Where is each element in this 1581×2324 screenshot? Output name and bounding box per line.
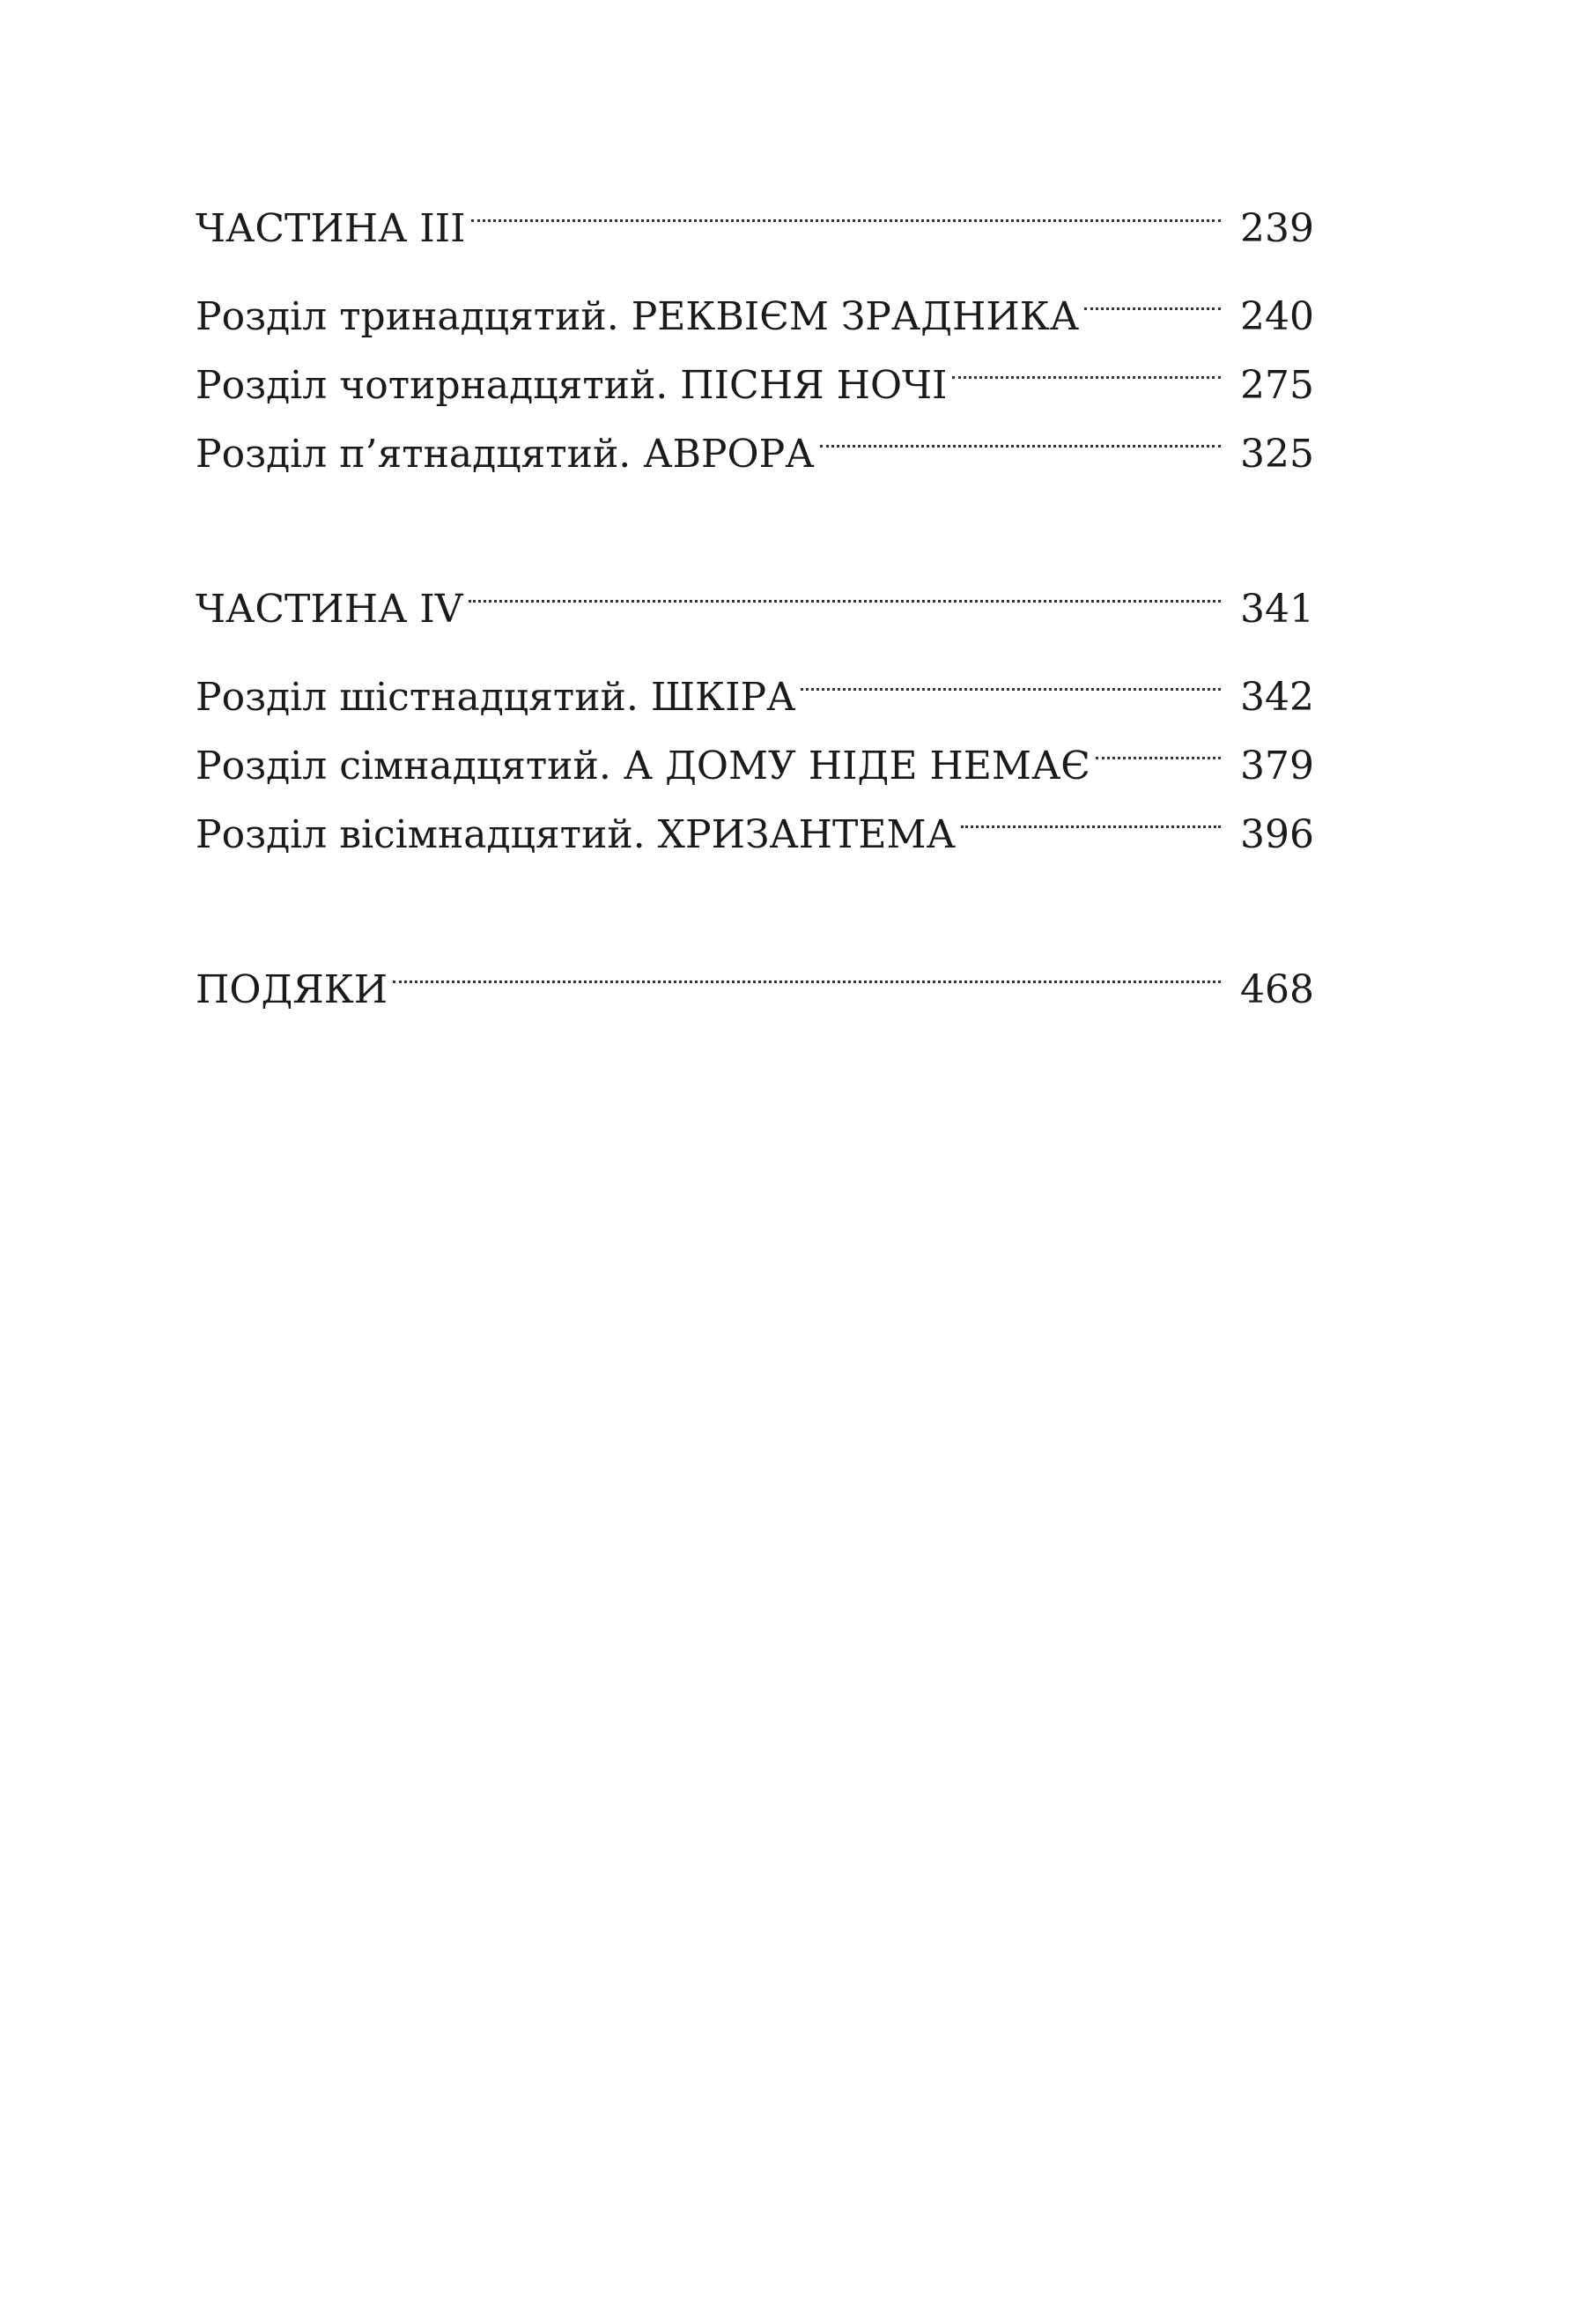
dot-leader	[961, 779, 1221, 847]
toc-entry-title: Розділ вісімнадцятий. ХРИЗАНТЕМА	[196, 812, 956, 857]
toc-entry-chapter-16[interactable]	[196, 641, 1314, 720]
toc-entry-title: Розділ тринадцятий. РЕКВІЄМ ЗРАДНИКА	[196, 294, 1080, 339]
dot-leader	[471, 173, 1221, 241]
toc-entry-page: 341	[1240, 587, 1314, 632]
toc-entry-title: Розділ п’ятнадцятий. АВРОРА	[196, 432, 815, 477]
toc-entry-part-3[interactable]	[196, 173, 1314, 251]
dot-leader	[393, 934, 1221, 1003]
toc-entry-title: ПОДЯКИ	[196, 967, 388, 1012]
dot-leader	[469, 553, 1221, 622]
toc-entry-title: Розділ сімнадцятий. А ДОМУ НІДЕ НЕМАЄ	[196, 744, 1090, 788]
dot-leader	[1096, 710, 1221, 779]
toc-entry-page: 342	[1240, 675, 1314, 720]
dot-leader	[1084, 261, 1221, 329]
toc-entry-chapter-13[interactable]	[196, 261, 1314, 339]
toc-entry-page: 240	[1240, 294, 1314, 339]
dot-leader	[952, 329, 1221, 398]
dot-leader	[801, 641, 1221, 710]
toc-entry-title: Розділ чотирнадцятий. ПІСНЯ НОЧІ	[196, 363, 948, 408]
toc-entry-page: 275	[1240, 363, 1314, 408]
toc-entry-page: 468	[1240, 967, 1314, 1012]
table-of-contents	[196, 173, 1314, 1012]
toc-entry-page: 239	[1240, 206, 1314, 251]
dot-leader	[820, 398, 1221, 467]
toc-entry-page: 396	[1240, 812, 1314, 857]
toc-entry-part-4[interactable]	[196, 553, 1314, 632]
toc-entry-title: ЧАСТИНА III	[196, 206, 466, 251]
toc-entry-title: ЧАСТИНА IV	[196, 587, 463, 632]
toc-entry-page: 379	[1240, 744, 1314, 788]
toc-entry-page: 325	[1240, 432, 1314, 477]
toc-entry-title: Розділ шістнадцятий. ШКІРА	[196, 675, 796, 720]
toc-entry-acknowledgements[interactable]	[196, 934, 1314, 1012]
